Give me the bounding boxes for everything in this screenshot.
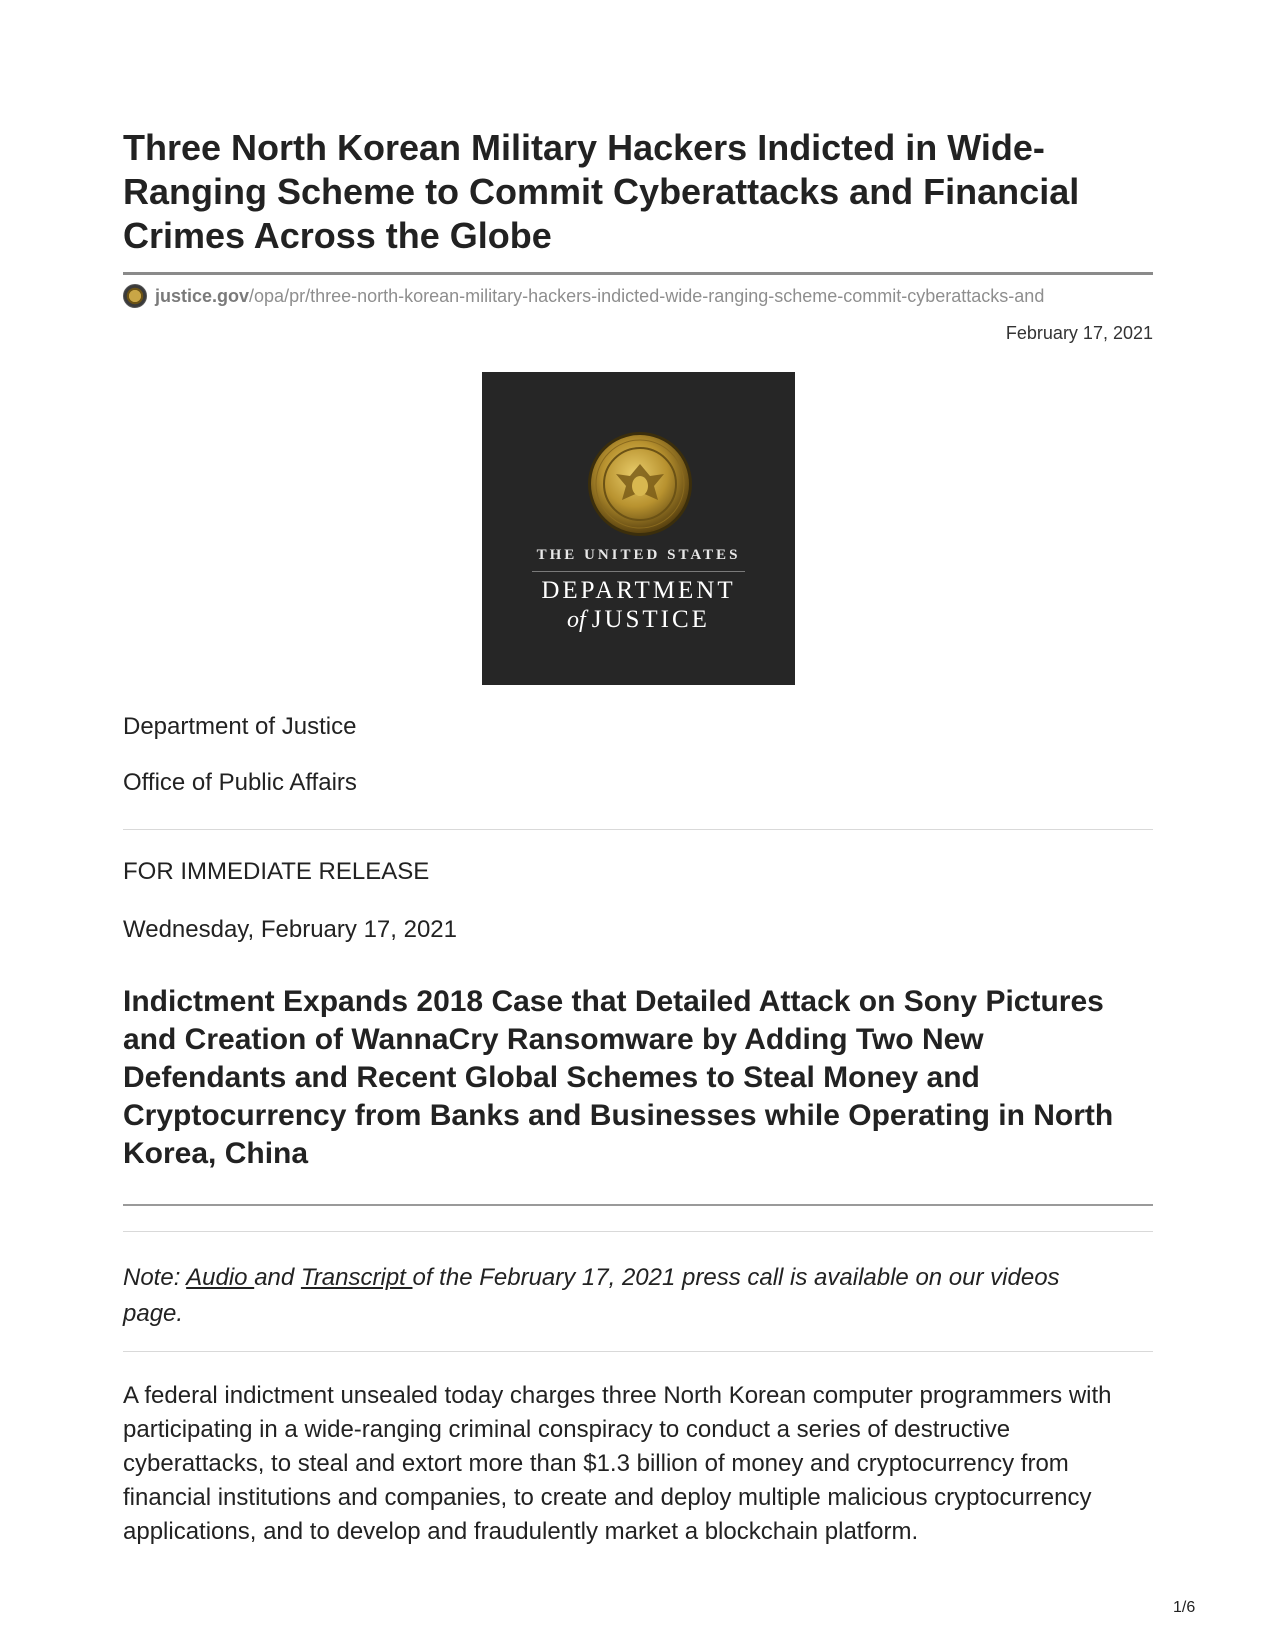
logo-line-united-states: THE UNITED STATES <box>536 547 741 563</box>
subtitle-divider <box>123 1204 1153 1206</box>
note-bottom-divider <box>123 1351 1153 1352</box>
logo-justice: JUSTICE <box>591 606 710 633</box>
note-and: and <box>254 1264 301 1291</box>
press-release-subtitle: Indictment Expands 2018 Case that Detailed Attack on Sony Pictures and Creation of WannaCry Ransomware by Adding Two New Defendants and Recent Global Schemes to Steal Money and Cryptocurrency from Banks and Businesses while Operating in North Korea, China <box>123 985 1114 1170</box>
note-suffix: of the February 17, 2021 press call is available on our videos page. <box>123 1264 1060 1327</box>
section-divider <box>123 829 1153 830</box>
article-title: Three North Korean Military Hackers Indicted in Wide-Ranging Scheme to Commit Cyberattacks and Financial Crimes Across the Globe <box>123 127 1080 256</box>
release-date: Wednesday, February 17, 2021 <box>123 916 457 943</box>
source-domain: justice.gov <box>155 285 250 306</box>
source-link[interactable] <box>123 284 1044 308</box>
body-paragraph: A federal indictment unsealed today charges three North Korean computer programmers with participating in a wide-ranging criminal conspiracy to conduct a series of destructive cyberattacks, to steal and extort more than $1.3 billion of money and cryptocurrency from financial institutions and companies, to create and deploy multiple malicious cryptocurrency applications, and to develop and fraudulently market a blockchain platform. <box>123 1382 1112 1545</box>
audio-link[interactable]: Audio <box>186 1264 255 1291</box>
department-name: Department of Justice <box>123 713 357 740</box>
doj-seal-icon <box>586 430 694 538</box>
note-prefix: Note: <box>123 1264 187 1291</box>
office-name: Office of Public Affairs <box>123 769 357 796</box>
logo-line-department: DEPARTMENT <box>541 577 736 604</box>
note-top-divider <box>123 1231 1153 1232</box>
capture-date: February 17, 2021 <box>1005 323 1153 343</box>
logo-divider <box>532 571 745 572</box>
title-divider <box>123 272 1153 275</box>
doj-seal-icon <box>123 284 147 308</box>
release-label: FOR IMMEDIATE RELEASE <box>123 858 430 885</box>
logo-of: of <box>567 607 586 633</box>
logo-line-justice <box>482 606 795 634</box>
doj-logo <box>482 372 795 685</box>
transcript-link[interactable]: Transcript <box>300 1264 413 1291</box>
press-call-note <box>123 1260 1123 1332</box>
page-number: 1/6 <box>1173 1599 1196 1616</box>
source-path: /opa/pr/three-north-korean-military-hackers-indicted-wide-ranging-scheme-commit-cyberattacks-and <box>249 285 1045 306</box>
